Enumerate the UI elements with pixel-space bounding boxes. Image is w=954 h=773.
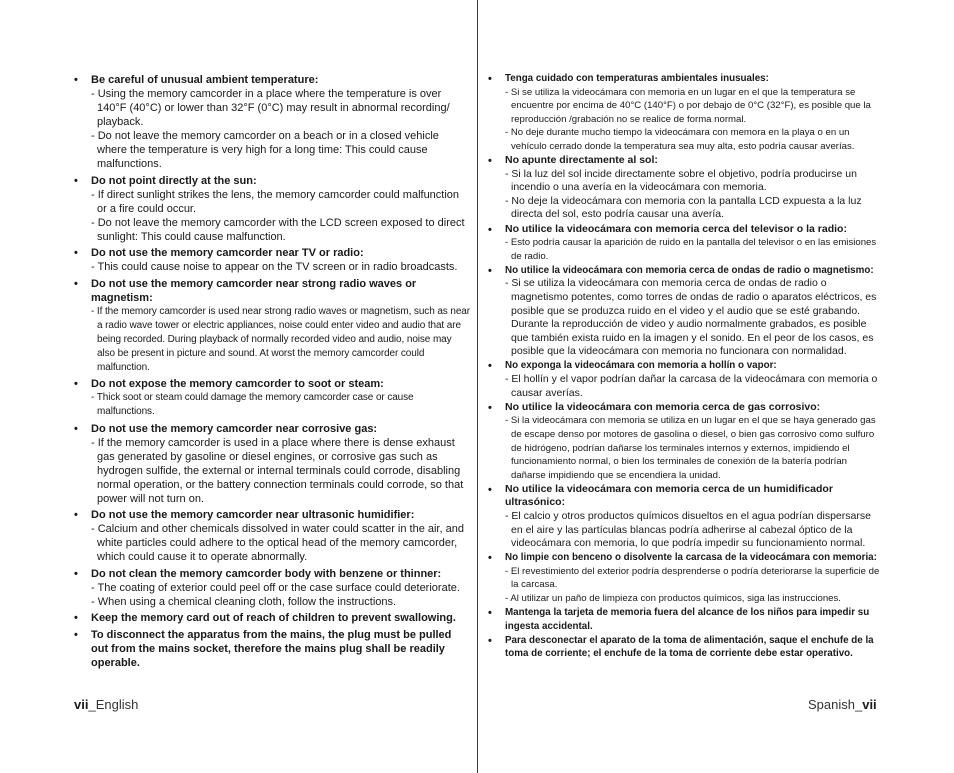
bullet-icon: • <box>488 552 492 565</box>
item-heading: Para desconectar el aparato de la toma de alimentación, saque el enchufe de la toma de corriente; el enchufe de la toma de corriente debe estar operativo. <box>505 634 874 660</box>
list-item <box>488 634 884 661</box>
bullet-icon: • <box>488 264 492 277</box>
bullet-icon: • <box>74 74 78 86</box>
bullet-icon: • <box>74 567 78 580</box>
item-heading: No utilice la videocámara con memoria cerca de gas corrosivo: <box>505 400 821 413</box>
page-lang: Spanish_ <box>808 697 863 712</box>
bullet-icon: • <box>488 634 492 647</box>
item-text: - Calcium and other chemicals dissolved in water could scatter in the air, and white particles could adhere to the optical head of the memory camcorder, which could cause it to operate abnormally. <box>91 523 464 563</box>
item-heading: Be careful of unusual ambient temperature: <box>91 74 319 86</box>
list-item <box>488 264 884 359</box>
item-text: - Thick soot or steam could damage the memory camcorder case or cause malfunctions. <box>91 392 414 417</box>
list-item <box>488 551 884 605</box>
bullet-icon: • <box>74 422 78 435</box>
item-text: - When using a chemical cleaning cloth, follow the instructions. <box>91 595 397 608</box>
item-heading: Do not use the memory camcorder near TV or radio: <box>91 247 364 259</box>
list-item <box>488 606 884 633</box>
item-heading: No utilice la videocámara con memoria cerca de un humidificador ultrasónico: <box>505 482 833 509</box>
item-heading: To disconnect the apparatus from the mains, the plug must be pulled out from the mains socket, therefore the mains plug shall be readily operable. <box>91 628 452 669</box>
item-heading: Tenga cuidado con temperaturas ambientales inusuales: <box>505 73 769 84</box>
bullet-icon: • <box>488 401 492 414</box>
bullet-icon: • <box>488 155 492 168</box>
list-item <box>74 422 470 506</box>
item-text: - This could cause noise to appear on the TV screen or in radio broadcasts. <box>91 261 458 273</box>
item-text: - Al utilizar un paño de limpieza con productos químicos, siga las instrucciones. <box>505 593 841 605</box>
item-heading: No apunte directamente al sol: <box>505 154 658 167</box>
item-text: - No deje la videocámara con memoria con la pantalla LCD expuesta a la luz directa del sol, esto podría causar una avería. <box>505 194 862 221</box>
item-heading: No utilice la videocámara con memoria cerca de ondas de radio o magnetismo: <box>505 264 874 276</box>
item-text: - El revestimiento del exterior podría desprenderse o podría deteriorarse la superficie de la carcasa. <box>505 565 880 591</box>
bullet-icon: • <box>74 612 78 624</box>
item-heading: Do not point directly at the sun: <box>91 174 257 187</box>
page-num: vii <box>862 697 877 712</box>
bullet-icon: • <box>488 360 492 373</box>
item-heading: Mantenga la tarjeta de memoria fuera del alcance de los niños para impedir su ingesta accidental. <box>505 607 870 632</box>
list-item <box>74 73 470 171</box>
list-item <box>74 611 470 625</box>
page-lang: _English <box>88 697 139 712</box>
bullet-icon: • <box>74 247 78 259</box>
list-item <box>74 377 470 419</box>
item-text: - Using the memory camcorder in a place where the temperature is over 140°F (40°C) or lower than 32°F (0°C) may result in abnormal recording/ playback. <box>91 88 450 128</box>
bullet-icon: • <box>74 378 78 390</box>
item-text: - No deje durante mucho tiempo la videocámara con memora en la playa o en un vehículo cerrado donde la temperatura sea muy alta, esto podría causar averías. <box>505 127 855 152</box>
list-item <box>74 567 470 609</box>
item-text: - Si se utiliza la videocámara con memoria cerca de ondas de radio o magnetismo potentes, como torres de ondas de radio o aparatos eléctricos, es posible que se produzca ruido en el video y el audio que se esté grabando. Durante la reproducción de video y audio normalmente grabados, es posible que también exista ruido en la imagen y el sonido. En el peor de los casos, es posible que la videocámara con memoria no funcionara con normalidad. <box>505 277 877 358</box>
list-item <box>488 223 884 264</box>
bullet-icon: • <box>488 483 492 496</box>
item-text: - Si la luz del sol incide directamente sobre el objetivo, podría producirse un incendio o una avería en la videocámara con memoria. <box>505 167 857 194</box>
item-heading: No utilice la videocámara con memoria cerca del televisor o la radio: <box>505 222 847 235</box>
item-heading: Do not use the memory camcorder near corrosive gas: <box>91 422 378 435</box>
item-heading: Keep the memory card out of reach of children to prevent swallowing. <box>91 612 456 624</box>
item-heading: No exponga la videocámara con memoria a hollín o vapor: <box>505 360 777 372</box>
item-heading: Do not use the memory camcorder near ultrasonic humidifier: <box>91 509 415 521</box>
list-item <box>74 628 470 670</box>
bullet-icon: • <box>488 607 492 620</box>
list-item <box>74 174 470 244</box>
item-text: - Do not leave the memory camcorder with the LCD screen exposed to direct sunlight: This could cause malfunction. <box>91 216 465 243</box>
list-item <box>488 72 884 154</box>
item-text: - Esto podría causar la aparición de ruido en la pantalla del televisor o en las emisiones de radio. <box>505 237 877 262</box>
list-item <box>74 508 470 564</box>
item-text: - If the memory camcorder is used near strong radio waves or magnetism, such as near a radio wave tower or electric appliances, noise could enter video and audio that are being recorded. During playback of normally recorded video and audio, noise may also be present in picture and sound. At worst the memory camcorder could malfunction. <box>91 305 470 373</box>
list-item <box>74 277 470 375</box>
page-number-english <box>74 697 138 712</box>
item-text: - If the memory camcorder is used in a place where there is dense exhaust gas generated by gasoline or diesel engines, or corrosive gas such as hydrogen sulfide, the external or internal terminals could corrode, disabling normal operation, or the battery connection terminals could corrode, so that power will not turn on. <box>91 436 464 505</box>
list-item <box>488 359 884 400</box>
item-heading: Do not use the memory camcorder near strong radio waves or magnetism: <box>91 277 417 304</box>
page-number-spanish <box>808 697 877 712</box>
list-item <box>74 246 470 274</box>
english-column <box>74 73 470 672</box>
bullet-icon: • <box>74 628 78 641</box>
item-heading: No limpie con benceno o disolvente la carcasa de la videocámara con memoria: <box>505 552 877 564</box>
item-text: - Si la videocámara con memoria se utiliza en un lugar en el que se haya generado gas de escape denso por motores de gasolina o diesel, o bien gas corrosivo como sulfuro de hidrógeno, podrían dañarse los terminales internos y externos, impidiendo el funcionamiento normal, o bien los terminales de conexión de la batería podrían dañarse impidiendo que se encendiera la unidad. <box>505 415 876 481</box>
page-num: vii <box>74 697 89 712</box>
bullet-icon: • <box>74 509 78 521</box>
item-text: - Si se utiliza la videocámara con memoria en un lugar en el que la temperatura se encuentre por encima de 40°C (140°F) o por debajo de 0°C (32°F), es posible que la reproducción /grabación no se realice de forma normal. <box>505 86 871 125</box>
list-item <box>488 483 884 551</box>
item-text: - If direct sunlight strikes the lens, the memory camcorder could malfunction or a fire could occur. <box>91 188 460 215</box>
item-text: - Do not leave the memory camcorder on a beach or in a closed vehicle where the temperature is very high for a long time: This could cause malfunctions. <box>91 130 439 170</box>
item-text: - El calcio y otros productos químicos disueltos en el agua podrían dispersarse en el aire y las partículas blancas podría adherirse al cabezal óptico de la videocámara con memoria, lo que podría impedir su funcionamiento normal. <box>505 510 871 550</box>
item-heading: Do not clean the memory camcorder body with benzene or thinner: <box>91 567 442 580</box>
bullet-icon: • <box>488 223 492 236</box>
bullet-icon: • <box>74 174 78 187</box>
spanish-column <box>488 72 884 662</box>
item-heading: Do not expose the memory camcorder to soot or steam: <box>91 378 384 390</box>
item-text: - The coating of exterior could peel off or the case surface could deteriorate. <box>91 581 460 594</box>
item-text: - El hollín y el vapor podrían dañar la carcasa de la videocámara con memoria o causar averías. <box>505 373 878 399</box>
page-divider <box>477 0 478 773</box>
list-item <box>488 401 884 483</box>
list-item <box>488 154 884 222</box>
bullet-icon: • <box>74 277 78 290</box>
bullet-icon: • <box>488 73 492 85</box>
